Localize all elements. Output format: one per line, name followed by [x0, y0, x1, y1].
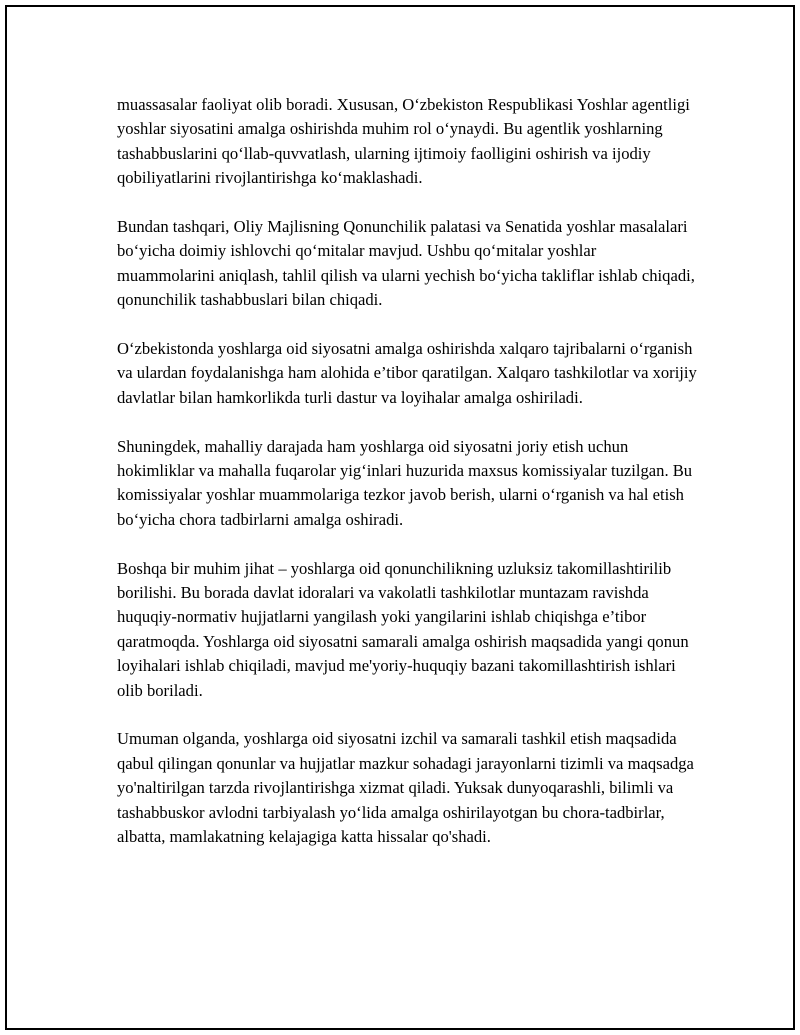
paragraph-4: Shuningdek, mahalliy darajada ham yoshlarga oid siyosatni joriy etish uchun hokimliklar va mahalla fuqarolar yig‘inlari huzurida maxsus komissiyalar tuzilgan. Bu komissiyalar yoshlar muammolariga tezkor javob berish, ularni o‘rganish va hal etish bo‘yicha chora tadbirlarni amalga oshiradi. [117, 436, 693, 529]
document-body [117, 93, 697, 850]
paragraph-1: muassasalar faoliyat olib boradi. Xususan, O‘zbekiston Respublikasi Yoshlar agentligi yoshlar siyosatini amalga oshirishda muhim rol o‘ynaydi. Bu agentlik yoshlarning tashabbuslarini qo‘llab-quvvatlash, ularning ijtimoiy faolligini oshirish va ijodiy qobiliyatlarini rivojlantirishga ko‘maklashadi. [117, 95, 690, 188]
paragraph-5: Boshqa bir muhim jihat – yoshlarga oid qonunchilikning uzluksiz takomillashtirilib borilishi. Bu borada davlat idoralari va vakolatli tashkilotlar muntazam ravishda huquqiy-normativ hujjatlarni yangilash yoki yangilarini ishlab chiqishga e’tibor qaratmoqda. Yoshlarga oid siyosatni samarali amalga oshirish maqsadida yangi qonun loyihalari ishlab chiqiladi, mavjud me'yoriy-huquqiy bazani takomillashtirish ishlari olib boriladi. [117, 558, 689, 700]
paragraph-6: Umuman olganda, yoshlarga oid siyosatni izchil va samarali tashkil etish maqsadida qabul qilingan qonunlar va hujjatlar mazkur sohadagi jarayonlarni tizimli va maqsadga yo'naltirilgan tarzda rivojlantirishga xizmat qiladi. Yuksak dunyoqarashli, bilimli va tashabbuskor avlodni tarbiyalash yo‘lida amalga oshirilayotgan bu chora-tadbirlar, albatta, mamlakatning kelajagiga katta hissalar qo'shadi. [117, 729, 694, 847]
paragraph-3: O‘zbekistonda yoshlarga oid siyosatni amalga oshirishda xalqaro tajribalarni o‘rganish va ulardan foydalanishga ham alohida e’tibor qaratilgan. Xalqaro tashkilotlar va xorijiy davlatlar bilan hamkorlikda turli dastur va loyihalar amalga oshiriladi. [117, 339, 697, 407]
paragraph-2: Bundan tashqari, Oliy Majlisning Qonunchilik palatasi va Senatida yoshlar masalalari bo‘yicha doimiy ishlovchi qo‘mitalar mavjud. Ushbu qo‘mitalar yoshlar muammolarini aniqlash, tahlil qilish va ularni yechish bo‘yicha takliflar ishlab chiqadi, qonunchilik tashabbuslari bilan chiqadi. [117, 217, 695, 310]
